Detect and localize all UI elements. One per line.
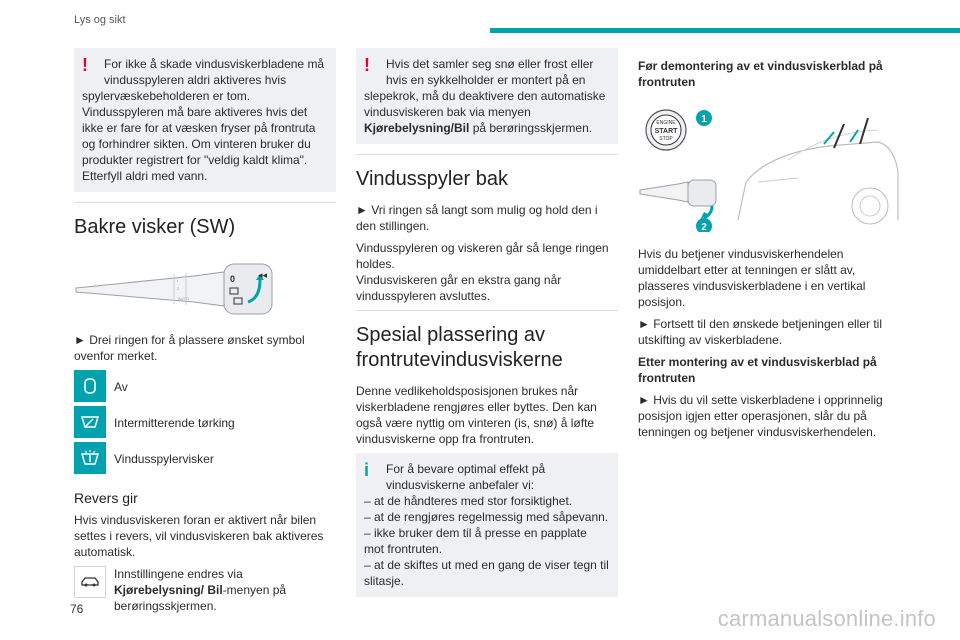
symbol-label-off: Av — [114, 380, 128, 394]
warning-box-snow — [356, 48, 618, 144]
svg-text:0: 0 — [230, 274, 236, 284]
before-removal-text: Hvis du betjener vindusviskerhendelen umiddelbart etter at tenningen er slått av, plasseres vindusviskerbladene i en vertikal posisjon. — [638, 247, 866, 309]
page-number: 76 — [70, 602, 84, 616]
svg-text:◂◂: ◂◂ — [258, 270, 268, 280]
info-item-3: – ikke bruker dem til å presse en papplate mot frontruten. — [364, 526, 587, 556]
washer-step: ► Vri ringen så langt som mulig og hold den i den stillingen. — [356, 203, 598, 233]
svg-text:2: 2 — [177, 286, 180, 291]
watermark: carmanualsonline.info — [717, 606, 936, 631]
warning-lead-snow: Hvis det samler seg snø eller frost eller hvis en sykkelholder er montert på en — [386, 57, 594, 87]
subheading-after-fitting: Etter montering av et vindusviskerblad på frontruten — [638, 355, 877, 385]
settings-text-part1: Innstillingene endres via — [114, 567, 243, 581]
section-heading-rear-washer: Vindusspyler bak — [356, 154, 618, 192]
warning-text-part2: på berøringsskjermen. — [469, 121, 593, 135]
running-header: Lys og sikt — [74, 14, 126, 26]
section-heading-rear-wiper: Bakre visker (SW) — [74, 202, 336, 240]
column-2 — [356, 48, 618, 607]
wiper-off-icon — [74, 370, 106, 404]
warning-lead: For ikke å skade vindusviskerbladene må vindusspyleren aldri aktiveres hvis — [104, 57, 325, 87]
washer-text-2: Vindusviskeren går en ekstra gang når vindusspyleren avsluttes. — [356, 273, 562, 303]
symbol-label-washer: Vindusspylervisker — [114, 452, 214, 466]
warning-icon: ! — [364, 55, 370, 75]
warning-menu-name: Kjørebelysning/Bil — [364, 121, 470, 135]
wiper-intermittent-icon — [74, 406, 106, 440]
washer-wiper-icon — [74, 442, 106, 476]
info-item-2: – at de rengjøres regelmessig med såpevann. — [364, 510, 609, 524]
callout-2: 2 — [701, 222, 707, 232]
symbol-label-intermittent: Intermitterende tørking — [114, 416, 235, 430]
settings-text-part2: -menyen på berøringsskjermen. — [114, 583, 287, 613]
section-heading-special-position: Spesial plassering av frontrutevindusviskerne — [356, 310, 618, 373]
reverse-text: Hvis vindusviskeren foran er aktivert når bilen settes i revers, vil vindusviskeren bak aktiveres automatisk. — [74, 513, 324, 559]
special-position-text: Denne vedlikeholdsposisjonen brukes når viskerbladene rengjøres eller byttes. Den kan også være nyttig om vinteren (is, snø) å løfte vindusviskerne opp fra frontruten. — [356, 384, 597, 446]
info-box — [356, 453, 618, 597]
info-icon: i — [364, 460, 370, 480]
warning-text-part1: slepekrok, må du deaktivere den automatiske vindusviskeren bak via menyen — [364, 89, 606, 119]
warning-text-snow — [364, 88, 610, 136]
washer-text-1: Vindusspyleren og viskeren går så lenge ringen holdes. — [356, 241, 609, 271]
engine-button-line3: STOP — [659, 136, 673, 142]
rear-wiper-stalk-illustration — [74, 258, 274, 318]
subheading-reverse: Revers gir — [74, 490, 138, 506]
settings-text — [114, 566, 336, 614]
engine-button-line2: START — [654, 128, 678, 135]
callout-1: 1 — [701, 114, 707, 125]
car-icon — [74, 566, 106, 598]
after-fitting-step: ► Hvis du vil sette viskerbladene i opprinnelig posisjon igjen etter operasjonen, slår du på tenningen og betjener vindusviskerhendelen. — [638, 393, 883, 439]
info-lead: For å bevare optimal effekt på vindusviskerne anbefaler vi: — [386, 462, 546, 492]
svg-text:AUTO: AUTO — [178, 296, 190, 301]
settings-note — [74, 566, 336, 614]
header-accent-bar — [490, 28, 960, 33]
svg-text:I: I — [177, 278, 179, 283]
wiper-service-illustration — [638, 102, 900, 232]
column-3 — [638, 48, 900, 446]
symbol-row-washer — [74, 442, 336, 476]
settings-menu-name: Kjørebelysning/ Bil — [114, 583, 223, 597]
rear-wiper-instruction: ► Drei ringen for å plassere ønsket symbol ovenfor merket. — [74, 333, 305, 363]
symbol-row-intermittent — [74, 406, 336, 440]
warning-box — [74, 48, 336, 192]
before-removal-step: ► Fortsett til den ønskede betjeningen eller til utskifting av viskerbladene. — [638, 317, 883, 347]
engine-button-line1: ENGINE — [656, 120, 676, 126]
warning-text: spylervæskebeholderen er tom. Vindusspyleren må bare aktiveres hvis det ikke er fare for at væsken fryser på frontruta og forhindrer sikten. Om vinteren bruker du produkter registrert for "veldig kaldt klima". Etterfyll aldri med vann. — [82, 89, 316, 183]
info-item-4: – at de skiftes ut med en gang de viser tegn til slitasje. — [364, 558, 609, 588]
symbol-row-off — [74, 370, 336, 404]
info-item-1: – at de håndteres med stor forsiktighet. — [364, 494, 573, 508]
column-1 — [74, 48, 336, 614]
subheading-before-removal: Før demontering av et vindusviskerblad på frontruten — [638, 59, 883, 89]
warning-icon: ! — [82, 55, 88, 75]
